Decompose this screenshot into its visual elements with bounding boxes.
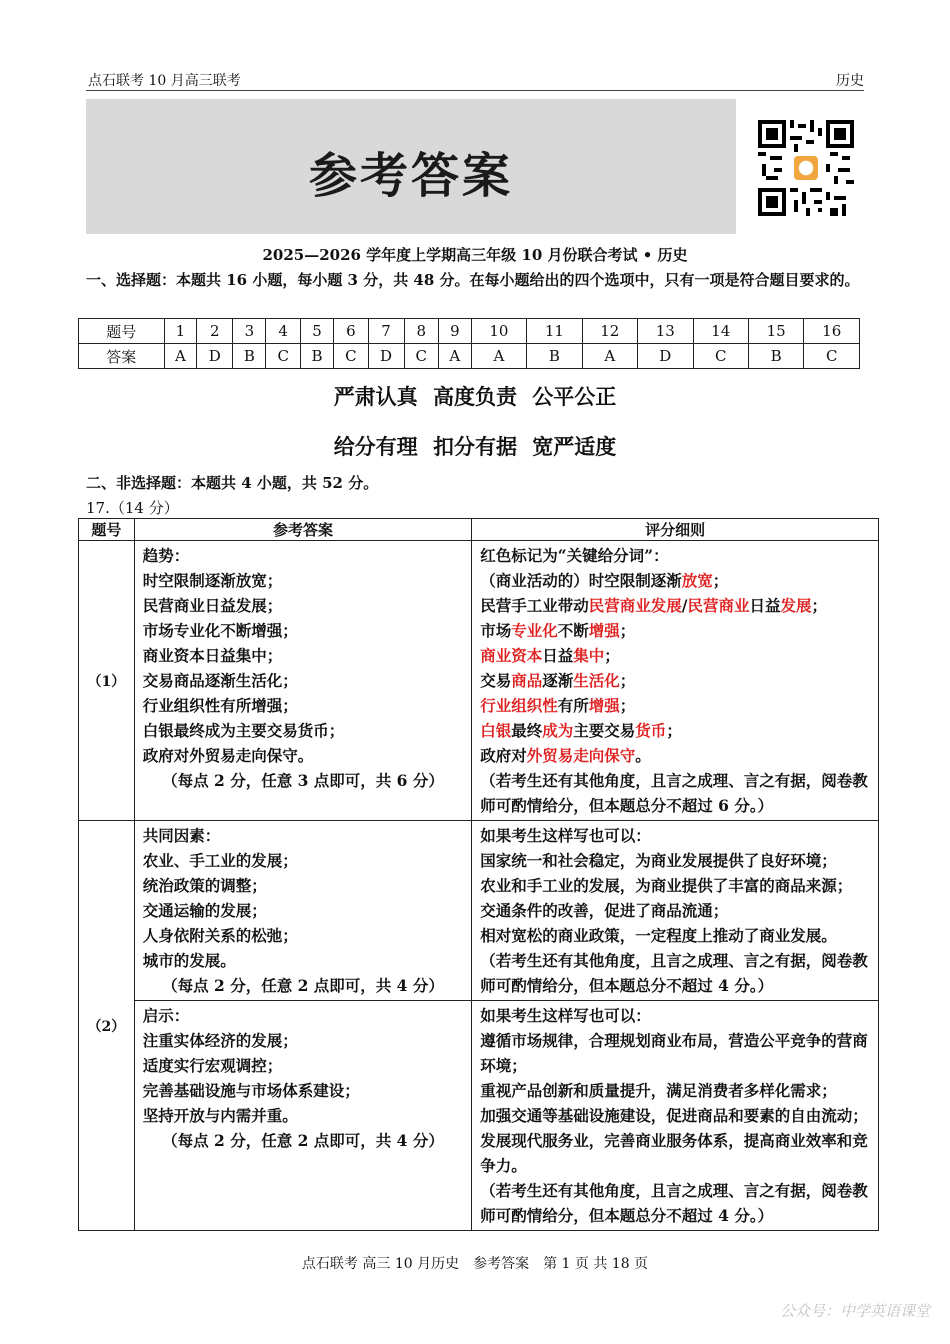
rubric-point [480,593,870,618]
rubric-point [480,668,870,693]
page-header [86,68,864,91]
mc-row-label: 题号 [79,319,165,344]
key-scoring-term: 增强 [588,696,620,715]
key-scoring-term: 外贸易走向保守 [526,746,636,765]
mc-question-number: 4 [266,319,300,344]
part1-rubric-list [480,568,870,768]
title-banner [86,99,736,234]
answer-point: 城市的发展。 [142,951,236,970]
key-scoring-term: 专业化 [511,621,558,640]
part2-insights-answer-cell [134,1001,471,1231]
rubric-text: （商业活动的）时空限制逐渐 [480,571,682,590]
part2-factors-rubric-note: （若考生还有其他角度，且言之成理、言之有据，阅卷教师可酌情给分，但本题总分不超过 4 分。） [480,951,868,995]
mc-answer: A [439,344,472,369]
part2-factors-rubric-cell [472,821,879,1001]
rubric-point: 如果考生这样写也可以： [480,826,651,845]
key-scoring-term: 商业资本 [480,646,543,665]
rubric-point: 重视产品创新和质量提升，满足消费者多样化需求； [480,1081,837,1100]
key-scoring-term: 生活化 [573,671,620,690]
rubric-text: 民营手工业带动 [480,596,589,615]
rubric-text: ； [619,696,636,715]
mc-question-number: 1 [164,319,197,344]
mc-question-number: 9 [439,319,472,344]
mc-answer: A [164,344,197,369]
rubric-text: ； [619,671,636,690]
answer-point: 行业组织性有所增强； [142,696,298,715]
answer-point: 趋势： [142,546,190,565]
answer-point: 农业、手工业的发展； [142,851,298,870]
rubric-point: 国家统一和社会稳定，为商业发展提供了良好环境； [480,851,837,870]
rubric-text: 不断 [557,621,589,640]
part2-factors-answer-note: （每点 2 分，任意 2 点即可，共 4 分） [162,976,444,995]
mc-answer: C [693,344,748,369]
q17-header-row [79,519,879,541]
rubric-point [480,718,870,743]
slogan-line-2: 给分有理 扣分有据 宽严适度 [333,435,617,459]
rubric-text: 主要交易 [573,721,636,740]
key-scoring-term: 发展 [780,596,812,615]
rubric-text: ； [712,571,729,590]
part2-factors-answer-list [143,823,463,973]
answer-point: 政府对外贸易走向保守。 [142,746,314,765]
rubric-text: 日益 [542,646,574,665]
mc-answer: D [368,344,404,369]
rubric-text: 市场 [480,621,512,640]
mc-answer-row [79,344,860,369]
rubric-point [480,618,870,643]
part1-answer-cell [134,541,471,821]
key-scoring-term: 货币 [635,721,667,740]
mc-answer: A [471,344,526,369]
rubric-point: 发展现代服务业，完善商业服务体系，提高商业效率和竞争力。 [480,1131,868,1175]
slogan-line-1: 严肃认真 高度负责 公平公正 [333,385,617,409]
q17-part2-factors-row [79,821,879,1001]
key-scoring-term: 民营商业 [687,596,750,615]
answer-point: 白银最终成为主要交易货币； [142,721,345,740]
part1-rubric-intro: 红色标记为“关键给分词”： [480,546,669,565]
mc-row-label: 答案 [79,344,165,369]
rubric-point [480,568,870,593]
mc-answer: C [334,344,368,369]
mc-question-number: 12 [582,319,637,344]
part2-insights-rubric-note: （若考生还有其他角度，且言之成理、言之有据，阅卷教师可酌情给分，但本题总分不超过 4 分。） [480,1181,868,1225]
answer-point: 完善基础设施与市场体系建设； [142,1081,360,1100]
part1-rubric-cell [472,541,879,821]
rubric-point: 交通条件的改善，促进了商品流通； [480,901,729,920]
part2-insights-rubric-cell [472,1001,879,1231]
section1-heading: 一、选择题：本题共 16 小题，每小题 3 分，共 48 分。在每小题给出的四个选项中，只有一项是符合题目要求的。 [86,271,860,289]
mc-question-number: 16 [804,319,860,344]
part2-insights-answer-list [143,1003,463,1128]
rubric-point: 相对宽松的商业政策，一定程度上推动了商业发展。 [480,926,837,945]
q17-part1-row [79,541,879,821]
mc-question-number: 11 [527,319,582,344]
mc-question-number: 7 [368,319,404,344]
key-scoring-term: 成为 [542,721,574,740]
part2-label: （2） [79,821,135,1231]
page-footer: 点石联考 高三 10 月历史 参考答案 第 1 页 共 18 页 [301,1256,649,1272]
mc-answer: B [233,344,266,369]
header-exam-name: 点石联考 10 月高三联考 [88,73,241,89]
mc-question-number: 2 [197,319,233,344]
q17-answer-table [78,518,879,1231]
mc-question-number: 15 [748,319,803,344]
answer-point: 交易商品逐渐生活化； [142,671,298,690]
rubric-text: ； [666,721,682,740]
rubric-text: ； [604,646,620,665]
qr-code-icon [758,120,854,216]
part2-insights-rubric-list [480,1003,870,1178]
mc-answer: B [300,344,333,369]
rubric-point [480,743,870,768]
key-scoring-term: 商品 [511,671,543,690]
mc-question-number: 14 [693,319,748,344]
part2-insights-answer-note: （每点 2 分，任意 2 点即可，共 4 分） [162,1131,444,1150]
mc-question-number: 6 [334,319,368,344]
banner-title: 参考答案 [308,148,513,204]
answer-point: 共同因素： [142,826,221,845]
rubric-text: 政府对 [480,746,527,765]
rubric-point: 加强交通等基础设施建设，促进商品和要素的自由流动； [480,1106,868,1125]
rubric-point: 遵循市场规律，合理规划商业布局，营造公平竞争的营商环境； [480,1031,868,1075]
mc-answer: C [804,344,860,369]
key-scoring-term: 增强 [588,621,620,640]
rubric-point [480,693,870,718]
mc-answer-table [78,318,860,369]
answer-point: 坚持开放与内需并重。 [142,1106,298,1125]
mc-question-number: 8 [404,319,438,344]
mc-question-number: 10 [471,319,526,344]
key-scoring-term: 放宽 [681,571,713,590]
rubric-text: 交易 [480,671,512,690]
part1-answer-list [143,543,463,768]
answer-point: 人身依附关系的松弛； [142,926,298,945]
question-17-title: 17.（14 分） [86,499,179,517]
rubric-text: ； [811,596,827,615]
header-subject: 历史 [836,73,864,89]
mc-answer: B [527,344,582,369]
answer-point: 统治政策的调整； [142,876,267,895]
key-scoring-term: 民营商业发展 [588,596,682,615]
answer-point: 启示： [142,1006,190,1025]
part2-factors-answer-cell [134,821,471,1001]
mc-answer: A [582,344,637,369]
part1-label: （1） [79,541,135,821]
header-question-no: 题号 [79,519,135,541]
mc-answer: B [748,344,803,369]
mc-answer: D [638,344,693,369]
answer-point: 民营商业日益发展； [142,596,283,615]
header-reference-answer: 参考答案 [134,519,471,541]
answer-point: 注重实体经济的发展； [142,1031,298,1050]
watermark: 公众号：中学英语课堂 [779,1302,930,1320]
section2-heading: 二、非选择题：本题共 4 小题，共 52 分。 [86,474,379,492]
answer-point: 市场专业化不断增强； [142,621,298,640]
exam-subtitle: 2025—2026 学年度上学期高三年级 10 月份联合考试 • 历史 [262,246,688,264]
rubric-point [480,643,870,668]
key-scoring-term: 集中 [573,646,605,665]
rubric-point: 如果考生这样写也可以： [480,1006,651,1025]
part1-rubric-note: （若考生还有其他角度，且言之成理、言之有据，阅卷教师可酌情给分，但本题总分不超过 6 分。） [480,771,868,815]
mc-answer: C [266,344,300,369]
answer-point: 交通运输的发展； [142,901,267,920]
mc-number-row [79,319,860,344]
answer-point: 商业资本日益集中； [142,646,283,665]
answer-point: 适度实行宏观调控； [142,1056,283,1075]
rubric-text: 最终 [511,721,543,740]
rubric-text: 有所 [557,696,589,715]
rubric-text: 。 [635,746,651,765]
rubric-text: ； [619,621,636,640]
mc-question-number: 13 [638,319,693,344]
key-scoring-term: 行业组织性 [480,696,558,715]
mc-question-number: 5 [300,319,333,344]
rubric-text: / [681,596,688,615]
rubric-point: 农业和手工业的发展，为商业提供了丰富的商品来源； [480,876,853,895]
mc-question-number: 3 [233,319,266,344]
mc-answer: D [197,344,233,369]
rubric-text: 日益 [749,596,781,615]
header-scoring-rubric: 评分细则 [472,519,879,541]
part2-factors-rubric-list [480,823,870,948]
rubric-text: 逐渐 [542,671,574,690]
part1-answer-note: （每点 2 分，任意 3 点即可，共 6 分） [162,771,444,790]
answer-point: 时空限制逐渐放宽； [142,571,283,590]
q17-part2-insights-row [79,1001,879,1231]
key-scoring-term: 白银 [480,721,512,740]
mc-answer: C [404,344,438,369]
